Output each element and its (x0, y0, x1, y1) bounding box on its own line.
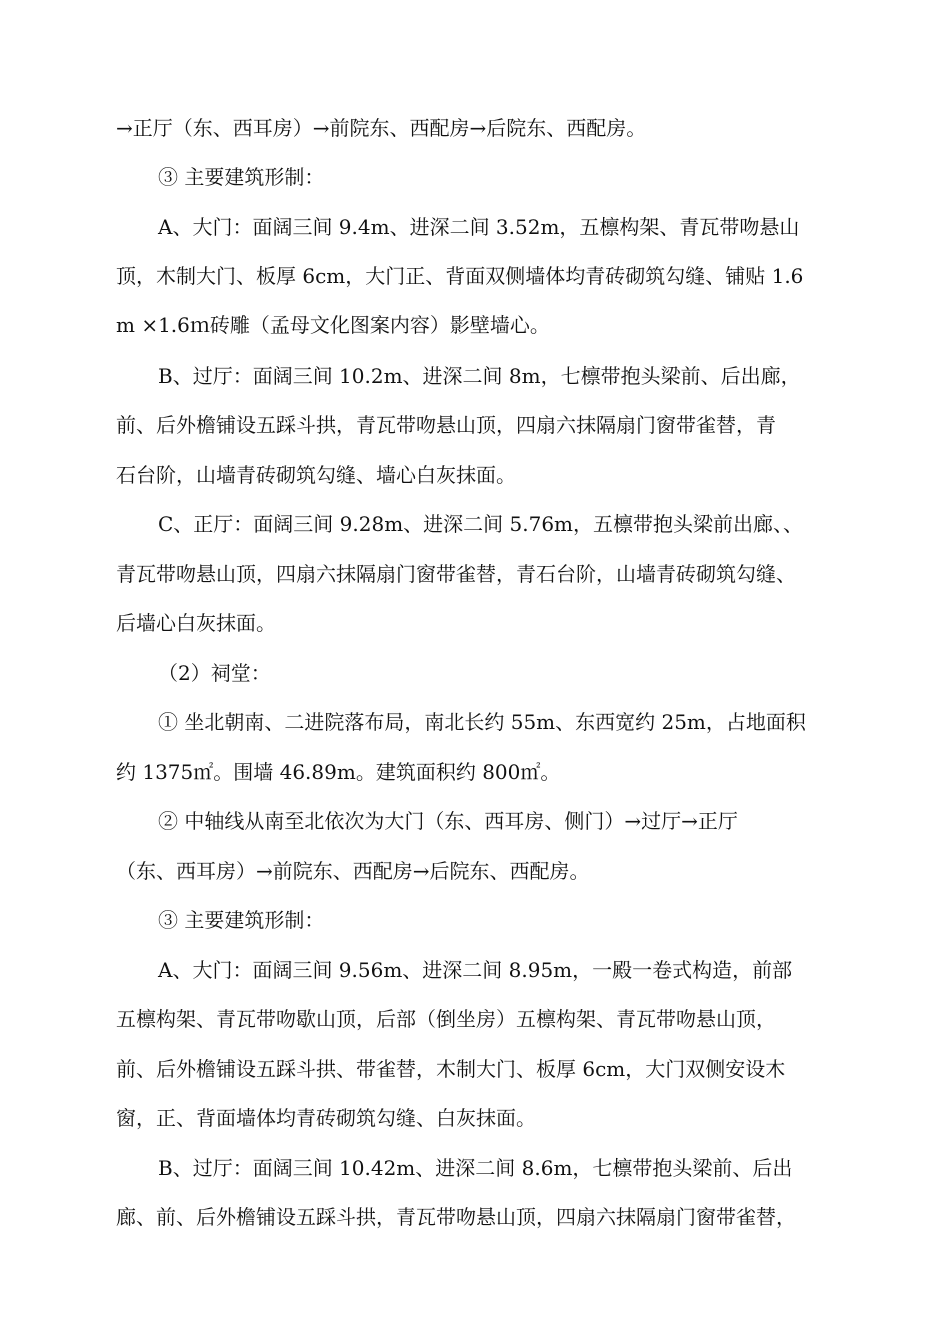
text-line: m ×1.6ｍ砖雕（孟母文化图案内容）影壁墙心。 (116, 313, 550, 337)
text-line: 前、后外檐铺设五踩斗拱、带雀替，木制大门、板厚 6cm，大门双侧安设木 (116, 1057, 786, 1081)
text-line: （东、西耳房）→前院东、西配房→后院东、西配房。 (116, 859, 590, 883)
text-line: B、过厅：面阔三间 10.42m、进深二间 8.6m，七檩带抱头梁前、后出 (158, 1156, 793, 1180)
text-line: →正厅（东、西耳房）→前院东、西配房→后院东、西配房。 (116, 116, 647, 140)
text-line: A、大门：面阔三间 9.4m、进深二间 3.52m，五檩构架、青瓦带吻悬山 (158, 215, 800, 239)
text-line: 顶，木制大门、板厚 6cm，大门正、背面双侧墙体均青砖砌筑勾缝、铺贴 1.6 (116, 264, 804, 288)
text-line: ① 坐北朝南、二进院落布局，南北长约 55m、东西宽约 25m，占地面积 (158, 710, 806, 734)
text-line: C、正厅：面阔三间 9.28m、进深二间 5.76m，五檩带抱头梁前出廊、、 (158, 512, 804, 536)
text-line: 后墙心白灰抹面。 (116, 611, 276, 635)
text-line: 约 1375㎡。围墙 46.89m。建筑面积约 800㎡。 (116, 760, 561, 784)
text-line: 青瓦带吻悬山顶，四扇六抹隔扇门窗带雀替，青石台阶，山墙青砖砌筑勾缝、 (116, 562, 796, 586)
text-line: ③ 主要建筑形制： (158, 165, 325, 189)
text-line: ② 中轴线从南至北依次为大门（东、西耳房、侧门）→过厅→正厅 (158, 809, 738, 833)
text-line: B、过厅：面阔三间 10.2m、进深二间 8m，七檩带抱头梁前、后出廊， (158, 364, 801, 388)
text-line: 石台阶，山墙青砖砌筑勾缝、墙心白灰抹面。 (116, 463, 516, 487)
text-line: 五檩构架、青瓦带吻歇山顶，后部（倒坐房）五檩构架、青瓦带吻悬山顶， (116, 1007, 776, 1031)
text-line: A、大门：面阔三间 9.56m、进深二间 8.95m，一殿一卷式构造，前部 (158, 958, 793, 982)
text-line: 廊、前、后外檐铺设五踩斗拱，青瓦带吻悬山顶，四扇六抹隔扇门窗带雀替， (116, 1205, 796, 1229)
text-line: 前、后外檐铺设五踩斗拱，青瓦带吻悬山顶，四扇六抹隔扇门窗带雀替，青 (116, 413, 776, 437)
text-line: ③ 主要建筑形制： (158, 908, 325, 932)
text-line: （2）祠堂： (158, 661, 271, 685)
text-line: 窗，正、背面墙体均青砖砌筑勾缝、白灰抹面。 (116, 1106, 536, 1130)
